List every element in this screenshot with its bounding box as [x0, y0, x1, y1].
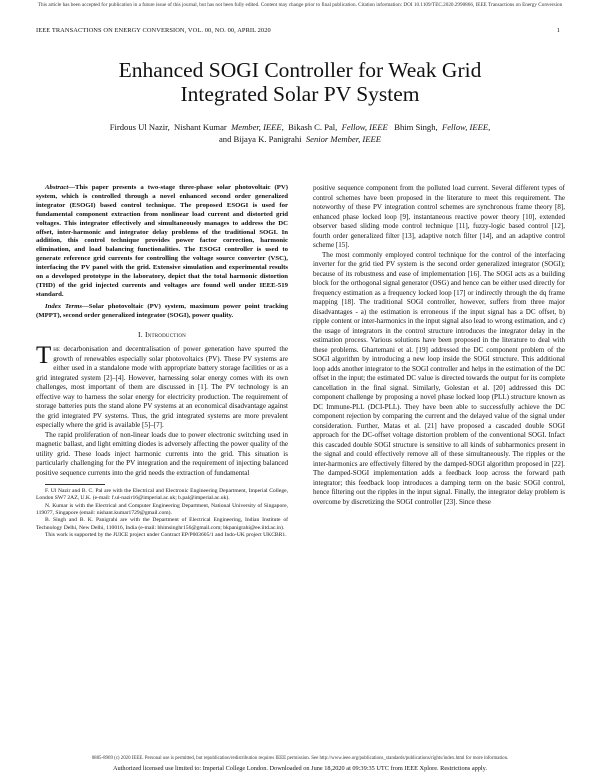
author-nazir: Firdous Ul Nazir, — [109, 122, 170, 132]
license-footer: Authorized licensed use limited to: Imperial College London. Downloaded on June 18,2020 at 09:39:35 UTC from IEEE Xplore. Restrictions apply. — [112, 765, 487, 772]
footnote-affiliation-3: B. Singh and B. K. Panigrahi are with the Department of Electrical Engineering, Indian Institute of Technology Delhi, New Delhi, 110016, India (e-mail: bhimsinghr156@gmail.com; bkpanigrahi@ee.iitd.ac.in). — [36, 517, 288, 531]
author-panigrahi-role: Senior Member, IEEE — [305, 133, 382, 144]
abstract — [36, 184, 288, 300]
drop-cap: T — [36, 342, 52, 370]
author-kumar: Nishant Kumar — [174, 122, 227, 132]
paper-title — [0, 58, 600, 106]
author-pal-role: Fellow, IEEE — [341, 122, 388, 132]
index-terms — [36, 303, 288, 321]
footnote-affiliation-2: N. Kumar is with the Electrical and Computer Engineering Department, National University of Singapore, 119077, Singapore (email: nishant.kumar1729@gmail.com). — [36, 502, 288, 516]
left-column — [36, 184, 288, 539]
copyright-footer: 0885-8969 (c) 2020 IEEE. Personal use is permitted, but republication/redistribution requires IEEE permission. See http://www.ieee.org/publications_standards/publications/rights/index.html for more information. — [91, 756, 509, 761]
author-line-1 — [0, 122, 600, 134]
intro-paragraph-2: The rapid proliferation of non-linear loads due to power electronic switching used in magnetic ballast, and light emitting diodes is adversely affecting the power quality of the utility grid. These loads inject harmonic currents into the grid. This situation is particularly challenging for the PV integration and the requirement of injecting balanced positive sequence currents into the grid needs the extraction of fundamental — [36, 430, 288, 477]
index-terms-text: —Solar photovoltaic (PV) system, maximum power point tracking (MPPT), second order generalized integrator (SOGI), power quality. — [36, 302, 288, 319]
body-paragraph-continued: positive sequence component from the polluted load current. Several different types of control schemes have been proposed in the literature to meet this requirement. The noteworthy of these PV integration control schemes are synchronous frame theory [8], enhanced phase locked loop [9], instantaneous reactive power theory [10], extended observer based sliding mode control technique [11], fuzzy-logic based control [12], fourth order generalized filter [13], adaptive notch filter [14], and an adaptive control scheme [15]. — [313, 184, 565, 249]
author-singh-role: Fellow, IEEE, — [441, 122, 491, 132]
author-singh: Bhim Singh, — [394, 122, 438, 132]
author-kumar-role: Member, IEEE, — [231, 122, 284, 132]
author-list — [0, 122, 600, 145]
author-pal: Bikash C. Pal, — [288, 122, 338, 132]
author-panigrahi: and Bijaya K. Panigrahi — [218, 133, 302, 144]
index-terms-label: Index Terms — [45, 302, 83, 310]
footnote-divider — [45, 484, 105, 485]
footnote-affiliation-1: F. Ul Nazir and B. C. Pal are with the Electrical and Electronic Engineering Department, Imperial College, London SW7 2AZ, U.K. (e-mail: f.ul-nazir16@imperial.ac.uk; b.pal@imperial.ac.uk). — [36, 488, 288, 502]
right-column — [313, 184, 565, 507]
footnotes — [36, 488, 288, 539]
publication-notice: This article has been accepted for publication in a future issue of this journal, but has not been fully edited. Content may change prior to final publication. Citation information: DOI 10.1109/TEC.2020.2990866, IEEE Transactions on Energy Conversion — [37, 2, 563, 8]
section-heading-introduction: I. Introduction — [138, 329, 186, 339]
body-paragraph-sogi: The most commonly employed control technique for the control of the interfacing inverter for the grid tied PV system is the second order generalized integrator (SOGI); because of its robustness and ease of implementation [16]. The SOGI acts as a building block for the orthogonal signal generator (OSG) and hence can be either used directly for frequency estimation as a frequency locked loop [17] or indirectly through the dq frame mapping [18]. The traditional SOGI controller, however, suffers from three major disadvantages - a) the estimation is erroneous if the input signal has a DC offset, b) ripple content or inter-harmonics in the input signal also lead to wrong estimation, and c) the usage of integrators in the control structure introduces the integrator delay in the estimation process. Various solutions have been proposed in the literature to deal with these problems. Ghartemani et al. [19] addressed the DC component problem of the SOGI algorithm by introducing a new loop inside the SOGI structure. This additional loop adds another integrator to the SOGI controller and helps in the estimation of the DC offset in the input; the estimated DC value is directed towards the output for its complete cancellation in the final signal. Similarly, Golestan et al. [20] addressed this DC component challenge by proposing a novel phase locked loop (PLL) structure known as DC Immune-PLL (DCI-PLL). They have been able to successfully achieve the DC component rejection by comparing the current and the delayed value of the signal under consideration. Further, Matas et al. [21] have proposed a cascaded double SOGI approach for the DC-offset voltage distortion problem of the conventional SOGI. Infact this cascaded double SOGI structure is sensitive to all kinds of subharmonics present in the signal and could effectively remove all of these simultaneously. The ripples or the inter-harmonics are effectively filtered by the damped-SOGI algorithm proposed in [22]. The damped-SOGI implementation adds a feedback loop across the forward path integrator; this feedback loop introduces a damping term on the basic SOGI control, hence filtering out the ripples in the input signal. Finally, the integrator delay problem is overcome by discretizing the SOGI controller [23]. Since these — [313, 250, 565, 506]
intro-paragraph-1-text: decarbonisation and decentralisation of power generation have spurred the growth of renewables especially solar photovoltaics (PV). These PV systems are either used in a standalone mode with appropriate battery storage facilities or as a grid integrated system [2]–[4]. However, harnessing solar energy comes with its own challenges, most important of them are discussed in [1]. The PV technology is an effective way to harness the solar energy for electricity production. The requirement of storage batteries puts the stand alone PV systems at an economical disadvantage against the grid integrated PV systems. Thus, the grid integrated systems are more prevalent especially where the grid is available [5]–[7]. — [36, 345, 288, 430]
page-number: 1 — [556, 27, 560, 34]
intro-lead-word: he — [53, 345, 60, 354]
title-line-1: Enhanced SOGI Controller for Weak Grid — [118, 58, 482, 82]
abstract-label: Abstract — [45, 184, 69, 191]
abstract-text: —This paper presents a two-stage three-phase solar photovoltaic (PV) system, which is controlled through a novel enhanced second order generalized integrator (ESOGI) based control technique. The proposed ESOGI is used for fundamental component extraction from nonlinear load current and distorted grid voltages. This integrator effectively and simultaneously manages to address the DC offset, inter-harmonic and integrator delay problems of the traditional SOGI. In addition, this control technique provides power factor correction, harmonic elimination, and load balancing functionalities. The ESOGI controller is used to generate reference grid currents for controlling the voltage source converter (VSC), interfacing the PV panel with the grid. Extensive simulation and experimental results on a developed prototype in the laboratory, depict that the total harmonic distortion (THD) of the grid injected currents and voltages are found well under IEEE-519 standard. — [36, 184, 288, 298]
running-head: IEEE TRANSACTIONS ON ENERGY CONVERSION, VOL. 00, NO. 00, APRIL 2020 — [36, 27, 271, 34]
footnote-funding: This work is supported by the JUICE project under Contract EP/P003605/1 and Indo-UK project UKCBR1. — [45, 531, 287, 538]
title-line-2: Integrated Solar PV System — [180, 82, 420, 106]
author-line-2 — [0, 134, 600, 146]
intro-paragraph-1 — [36, 342, 288, 431]
